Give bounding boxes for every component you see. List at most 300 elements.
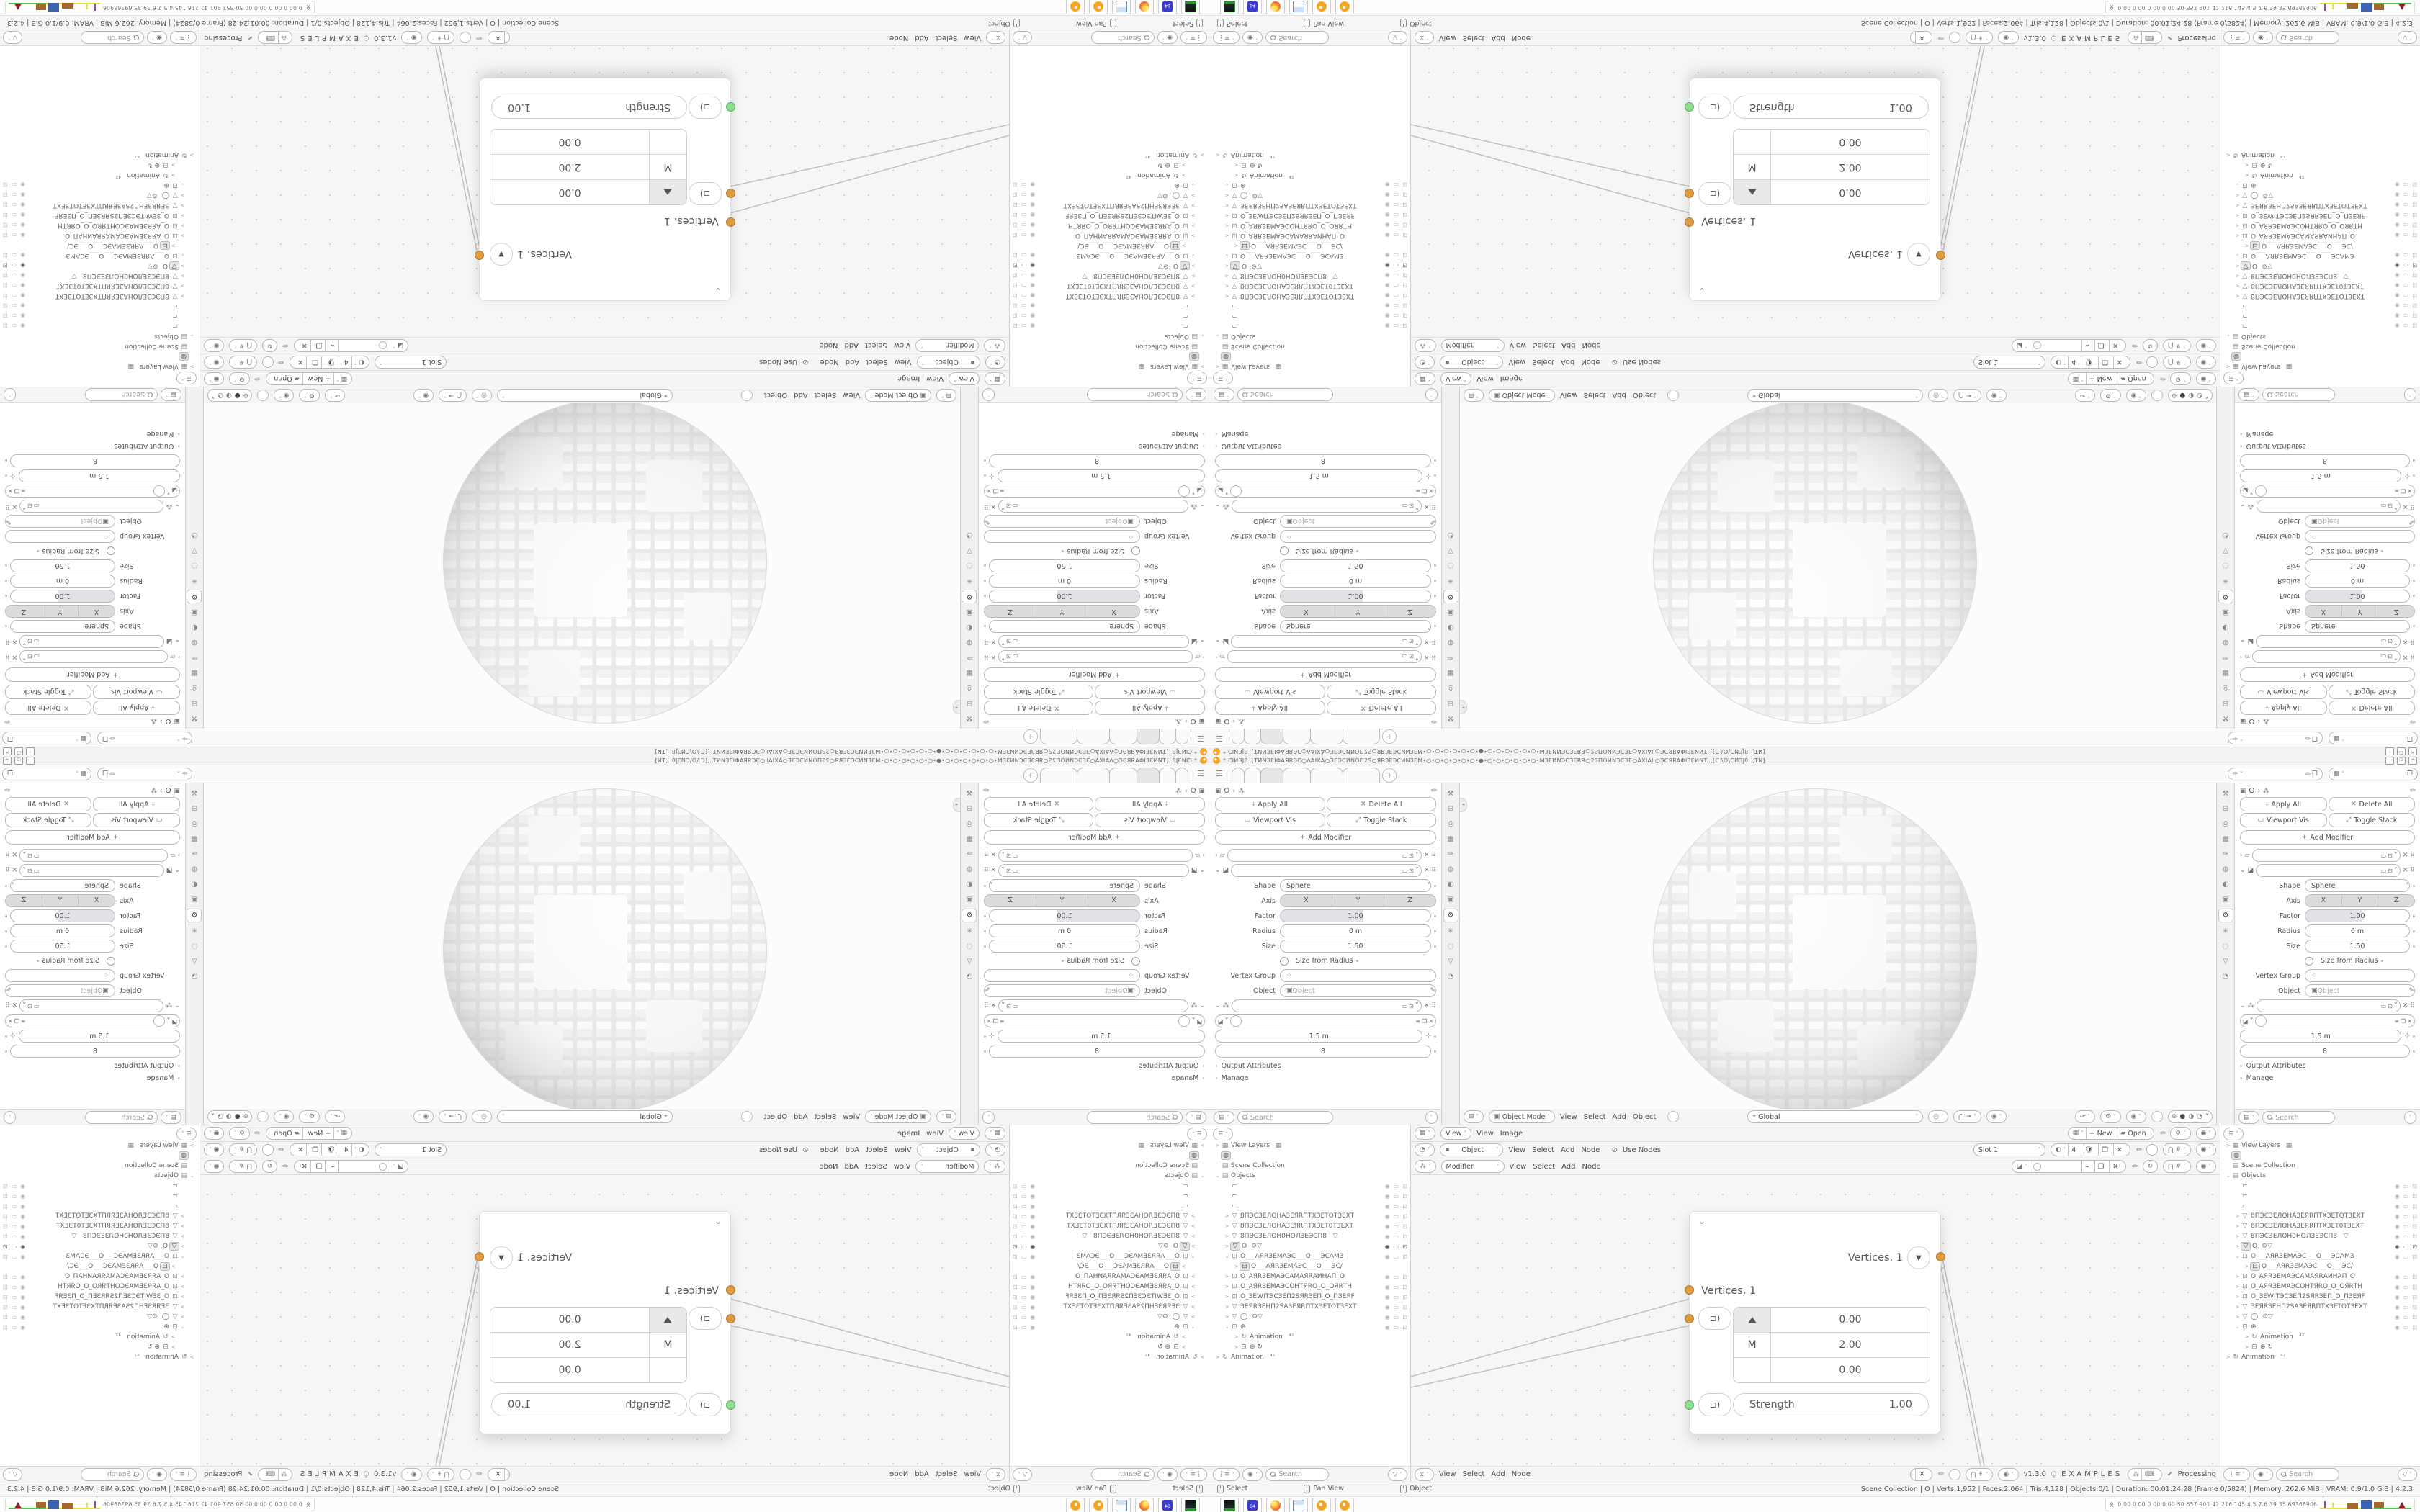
outliner-item-Objects[interactable]: ⌄ ▤ Objects [2226,333,2267,340]
eye-icon[interactable]: ◉ [1030,1212,1036,1220]
eye-icon[interactable]: ◉ [1384,222,1390,229]
nodegroup-selector[interactable]: ◪ ˅ ≡ ❐ ✕ [1215,1014,1436,1027]
properties-tab-12[interactable]: ◔ [191,973,198,981]
outliner-item-O_АЯRЗЕМАЭСА[interactable]: > ⊡ O_АЯRЗЕМАЭСАМАЯRАИНАП_O ◉ ▭ ⊡ [2235,1273,2417,1280]
view-object-types-dropdown[interactable]: ✑ ˅ [2075,1110,2095,1123]
eye-icon[interactable]: ◉ [2394,272,2400,279]
camera-icon[interactable]: ⊡ [1402,262,1407,269]
modifier-row[interactable]: ⌄ ◪ ▭ ⊡ ˅ ✕ ⠿ [5,635,180,648]
workspace-tab-3[interactable] [1137,729,1160,744]
eye-icon[interactable]: ◉ [20,181,26,189]
copy-icon[interactable]: ❐ [7,734,14,742]
eye-icon[interactable]: ◉ [1030,1273,1036,1280]
outliner-item-8ПЭСЗЕЛОН0НО[interactable]: > ▽ 8ПЭСЗЕЛОН0НОЛЗЕЭСП8 ▽ ◉ ▭ ⊡ [1013,272,1196,279]
plug-icon[interactable]: ⊐) [1698,182,1731,205]
delete-all-button[interactable]: ✕ Delete All [5,797,92,811]
outliner-display-mode-dropdown[interactable]: ≣ ˅ [2223,372,2244,384]
vertices-node[interactable] [1689,78,1941,301]
menu-image[interactable]: Image [897,374,920,383]
minimize-button[interactable]: – [26,757,35,765]
refresh-button[interactable]: ↻ [262,339,278,352]
menu-node[interactable]: Node [819,341,838,350]
editor-type-dropdown[interactable]: ◔ ˅ [1415,1143,1435,1156]
snap-dropdown[interactable]: ⋃ ⇥ ˅ [439,1110,466,1123]
outliner-restriction-dropdown[interactable]: ◉ ˅ [1242,32,1263,45]
outliner-item[interactable]: ⌐ ◉ ▭ ⊡ [1013,1192,1188,1200]
screen-icon[interactable]: ▭ [11,1202,17,1210]
menu-select[interactable]: Select [1462,1470,1485,1478]
nodegroup-datablock[interactable]: ◪ ˅ ⌁ ❐ ✕ [2012,339,2126,352]
properties-tab-11[interactable]: ▽ [2223,546,2228,554]
outliner-filter-dropdown[interactable]: ⋮≡ ˅ [2223,1468,2250,1481]
add-tab-button[interactable]: + [1023,768,1038,783]
outliner-item-View Layers[interactable]: > ▦ View Layers ▦ [1138,363,1205,370]
workspace-tab-3[interactable] [1137,768,1160,783]
snap-dropdown[interactable]: ⋃ # ˅ [2163,339,2190,352]
outliner-item-Scene Collec[interactable]: ▤ Scene Collection [125,343,188,350]
overlay-dropdown[interactable]: ◉ ˅ [1998,32,2018,45]
outliner-item-O[interactable]: > ▽ O ⚙▽ ◉ ▭ ⊡ [2235,262,2417,269]
manage-section[interactable]: › Manage [1171,1074,1205,1082]
copy-icon[interactable]: ❐ [2098,356,2111,368]
menu-add[interactable]: Add [1560,358,1575,366]
workspace-tab-5[interactable] [1077,729,1110,744]
properties-tab-6[interactable]: ◐ [966,624,973,631]
overlays-dropdown[interactable]: ◉ ˅ [2126,389,2146,402]
outliner-item-O_АЯRЗЕМАЭСО[interactable]: > ⊡ O_АЯRЗЕМАЭСОНТЯRО_O_ОЯRТН ◉ ▭ ⊡ [1224,1283,1407,1290]
nodegroup-selector[interactable]: ◪ ˅ ≡ ❐ ✕ [2240,485,2415,498]
properties-filter-dropdown[interactable]: ▤ ˅ [1186,1111,1206,1124]
outliner-item-ЗЕЯRЗЕНП2SАЗ[interactable]: > ▽ ЗЕЯRЗЕНП2SАЗЕЯRПТХЗЕТОТЗЕХТ ◉ ▭ ⊡ [1013,1303,1196,1310]
modifier-row[interactable]: › ▱ ▭ ⊡ ˅ ✕ ⠿ [2240,849,2415,862]
menu-select[interactable]: Select [866,1146,888,1154]
properties-tab-0[interactable]: ⚒ [2222,790,2229,798]
view-object-types-dropdown[interactable]: ✑ ˅ [2075,389,2095,402]
camera-icon[interactable]: ⊡ [3,1293,8,1300]
screen-icon[interactable]: ▭ [1393,202,1399,209]
outliner-item-Scene Collec[interactable]: ▤ Scene Collection [1222,1162,1285,1169]
menu-add[interactable]: Add [1560,1146,1575,1154]
camera-icon[interactable]: ⊡ [3,181,8,189]
screen-icon[interactable]: ▭ [2403,1212,2409,1220]
hamburger-menu-icon[interactable]: ☰ [1216,734,1223,743]
eye-icon[interactable]: ◉ [2394,1273,2400,1280]
delete-all-button[interactable]: ✕ Delete All [2329,701,2416,715]
modifier-row[interactable]: › ▱ ▭ ⊡ ˅ ✕ ⠿ [2240,650,2415,663]
eye-icon[interactable]: ◉ [2394,1283,2400,1290]
vertices-input-socket[interactable] [1685,1285,1694,1295]
camera-icon[interactable]: ⊡ [1013,1182,1018,1189]
manage-section[interactable]: › Manage [2240,430,2274,438]
camera-icon[interactable]: ⊡ [1013,1283,1018,1290]
pivot-dropdown[interactable]: ◎ ˅ [1928,1110,1948,1123]
taskbar-icon-firefox-2[interactable] [1135,0,1154,14]
eye-icon[interactable]: ◉ [20,302,26,310]
size-field[interactable]: 1.50 [1280,940,1431,953]
properties-tab-1[interactable]: ⊟ [2222,699,2229,707]
menu-add[interactable]: Add [844,1162,859,1171]
workspace-tab-2[interactable] [1244,729,1261,744]
vertices-input-socket[interactable] [726,1285,735,1295]
properties-tab-9[interactable]: ✳ [966,577,973,585]
outliner-item-8ПЭСЗЕЛОНАЗЕ[interactable]: > ▽ 8ПЭСЗЕЛОНАЗЕЯRПТХЗЕТОТЗЕХТ ◉ ▭ ⊡ [2235,1212,2417,1220]
manage-section[interactable]: › Manage [2240,1074,2274,1082]
nodegroup-selector[interactable]: ◪ ˅ ≡ ❐ ✕ [5,1014,180,1027]
outliner-search-input[interactable]: Search [1091,1468,1155,1481]
eye-icon[interactable]: ◉ [2394,1223,2400,1230]
outliner-item[interactable]: ⌐ ◉ ▭ ⊡ [3,312,178,320]
eye-icon[interactable]: ◉ [2394,302,2400,310]
properties-filter-dropdown[interactable]: ▤ ˅ [1186,388,1206,401]
size-from-radius-checkbox[interactable]: Size from Radius [42,955,115,967]
vector-value-grid[interactable] [490,1307,687,1383]
menu-node[interactable]: Node [889,34,909,42]
properties-tab-5[interactable]: ◍ [966,865,973,873]
menu-add[interactable]: Add [794,391,808,400]
screen-icon[interactable]: ▭ [1393,1313,1399,1320]
outliner-funnel-dropdown[interactable]: ▽ ˅ [2398,32,2417,45]
nodegroup-name-field[interactable] [2030,340,2079,351]
copy-icon[interactable]: ❐ [309,1144,322,1156]
axis-y-button[interactable]: Y [2342,895,2379,906]
outliner-search-input[interactable]: Search [1265,32,1329,45]
eye-icon[interactable]: ◉ [20,1182,26,1189]
camera-icon[interactable]: ⊡ [3,1303,8,1310]
outliner-filter-dropdown[interactable]: ⋮≡ ˅ [1180,32,1207,45]
eye-icon[interactable]: ◉ [1384,1253,1390,1260]
new-image-button[interactable]: + New [305,1128,335,1139]
properties-tab-5[interactable]: ◍ [191,865,198,873]
menu-view[interactable]: View [926,1129,944,1138]
outliner-item-◯[interactable]: > ▽ ◯ ⚙▽ ◉ ▭ ⊡ [1013,1313,1196,1320]
plug-icon[interactable]: ⊐) [1698,1307,1731,1330]
outliner-filter-dropdown[interactable]: ⋮≡ ˅ [170,32,197,45]
properties-tab-1[interactable]: ⊟ [191,699,198,707]
restore-button[interactable]: ❐ [2397,748,2406,756]
outliner-item-8ПЭСЗЕЛОНАЗЕ[interactable]: > ▽ 8ПЭСЗЕЛОНАЗЕЯRПТХЗЕТОТЗЕХТ ◉ ▭ ⊡ [3,1212,185,1220]
vector-x-field[interactable]: 0.00 [490,179,649,204]
outliner-funnel-dropdown[interactable]: ▽ ˅ [3,1468,22,1481]
screen-icon[interactable]: ▭ [11,312,17,320]
slot-dropdown[interactable]: Slot 1 ˅ [1973,1143,2045,1156]
unlink-icon[interactable]: ✕ [1915,1469,1927,1480]
image-view-dropdown[interactable]: View ˅ [1440,1127,1471,1140]
camera-icon[interactable]: ⊡ [2412,212,2417,219]
outliner-item-O___АЯRЗЕМАЭ[interactable]: ⌄ ⊡ O___АЯRЗЕМАЭС___O___ЭСАМЗ ◉ ▭ ⊡ [2235,252,2417,259]
screen-icon[interactable]: ▭ [11,1293,17,1300]
object-field[interactable]: ▣ Object ✎ [1280,984,1436,997]
overlays-dropdown[interactable]: ◉ ˅ [274,1110,294,1123]
copy-icon[interactable]: ❐ [2406,734,2413,742]
eye-icon[interactable]: ◉ [1030,1323,1036,1331]
screen-icon[interactable]: ▭ [11,272,17,279]
radius-field[interactable]: 0 m [2305,575,2410,588]
axis-z-button[interactable]: Z [6,606,42,617]
screen-icon[interactable]: ▭ [11,1212,17,1220]
nodegroup-selector[interactable]: ◪ ˅ ≡ ❐ ✕ [5,485,180,498]
screen-icon[interactable]: ▭ [2403,302,2409,310]
close-button[interactable]: ✕ [2408,757,2417,765]
proportional-edit-dropdown[interactable]: ◉ ˅ [413,389,434,402]
screen-icon[interactable]: ▭ [1021,1243,1027,1250]
menu-add[interactable]: Add [1561,341,1576,350]
annotate-toggle[interactable] [1667,1111,1679,1122]
restore-button[interactable]: ❐ [2397,757,2406,765]
add-tab-button[interactable]: + [1023,729,1038,744]
outliner-item-O_АЯRЗЕМАЭСО[interactable]: > ⊡ O_АЯRЗЕМАЭСОНТЯRО_O_ОЯRТН ◉ ▭ ⊡ [2235,1283,2417,1290]
outliner-item-O_ЗЕWIТЭСЗЕП[interactable]: > ⊡ O_ЗЕWIТЭСЗЕП2SЯRЗЕП_O_ПЗЕЯF ◉ ▭ ⊡ [2235,1293,2417,1300]
menu-select[interactable]: Select [1532,358,1554,366]
camera-icon[interactable]: ⊡ [1402,202,1407,209]
outliner-item-O_АЯRЗЕМАЭСА[interactable]: > ⊡ O_АЯRЗЕМАЭСАМАЯRАИНАП_O ◉ ▭ ⊡ [1013,232,1196,239]
eye-icon[interactable]: ◉ [1384,192,1390,199]
editor-type-dropdown[interactable]: ◔ ˅ [1415,356,1435,369]
outliner-item-O_АЯRЗЕМАЭСО[interactable]: > ⊡ O_АЯRЗЕМАЭСОНТЯRО_O_ОЯRТН ◉ ▭ ⊡ [1013,1283,1196,1290]
copy-icon[interactable]: ❐ [2311,770,2318,778]
properties-tab-2[interactable]: ⎙ [2223,820,2228,828]
unlink-icon[interactable]: ✕ [299,1161,311,1172]
screen-icon[interactable]: ▭ [1021,222,1027,229]
viewport-vis-button[interactable]: ▭ Viewport Vis [1215,685,1325,699]
outliner-item-◯[interactable]: > ▽ ◯ ⚙▽ ◉ ▭ ⊡ [3,192,185,199]
screen-icon[interactable]: ▭ [2403,1182,2409,1189]
size-field[interactable]: 1.50 [989,940,1140,953]
properties-tab-9[interactable]: ✳ [2222,577,2229,585]
screen-icon[interactable]: ▭ [2403,312,2409,320]
properties-tab-6[interactable]: ◐ [191,624,198,631]
hamburger-menu-icon[interactable]: ☰ [1197,769,1204,778]
camera-icon[interactable]: ⊡ [3,1212,8,1220]
eye-icon[interactable]: ◉ [1384,1323,1390,1331]
manage-section[interactable]: › Manage [1215,430,1249,438]
node-editor-canvas[interactable] [1411,46,2220,337]
image-browse-new-open[interactable]: ▦ ˅ + New ▰ Open [266,372,352,385]
shader-type-dropdown[interactable]: ▪ Object ˅ [1440,356,1503,369]
displaced-sphere-object[interactable] [1652,787,1978,1114]
eye-icon[interactable]: ◉ [1030,323,1036,330]
modifier-row[interactable]: ⌄ ◪ ▭ ⊡ ˅ ✕ ⠿ [2240,635,2415,648]
camera-icon[interactable]: ⊡ [1013,312,1018,320]
screen-icon[interactable]: ▭ [1393,1303,1399,1310]
menu-image[interactable]: Image [897,1129,920,1138]
outliner-item-ЗЕЯRЗЕНП2SАЗ[interactable]: > ▽ ЗЕЯRЗЕНП2SАЗЕЯRПТХЗЕТОТЗЕХТ ◉ ▭ ⊡ [1224,202,1407,209]
menu-node[interactable]: Node [820,358,839,366]
open-image-button[interactable]: ▰ Open [271,373,302,384]
snap-dropdown[interactable]: ⋃ # ˅ [2163,1160,2190,1173]
eye-icon[interactable]: ◉ [1030,1192,1036,1200]
image-datablock-selector[interactable]: ▦ ˅ ❐ [2329,732,2418,744]
vertex-group-field[interactable]: ⁘ [984,969,1140,982]
camera-icon[interactable]: ⊡ [2412,1283,2417,1290]
eye-icon[interactable]: ◉ [2394,1313,2400,1320]
outliner-item[interactable]: ⌐ ◉ ▭ ⊡ [3,1182,178,1189]
output-socket[interactable] [475,1252,484,1261]
screen-icon[interactable]: ▭ [1393,1233,1399,1240]
outliner-item-O___АЯRЗЕМАЭ[interactable]: ⌄ ⊡ O___АЯRЗЕМАЭС___O___ЭСАМЗ ◉ ▭ ⊡ [1013,1253,1196,1260]
snap-dropdown[interactable]: ⋃ ⇞ ˅ [1966,1468,1993,1481]
screen-icon[interactable]: ▭ [1393,272,1399,279]
camera-icon[interactable]: ⊡ [1013,1223,1018,1230]
menu-add[interactable]: Add [1612,1112,1626,1121]
menu-select[interactable]: Select [864,1162,887,1171]
geonodes-count-field[interactable]: 8 [2240,454,2410,467]
nodegroup-datablock[interactable]: ◪ ˅ ⌁ ❐ ✕ [2012,1160,2126,1173]
use-nodes-toggle[interactable]: Use Nodes [759,1146,798,1154]
outliner-item-O_АЯRЗЕМАЭСА[interactable]: > ⊡ O_АЯRЗЕМАЭСАМАЯRАИНАП_O ◉ ▭ ⊡ [1013,1273,1196,1280]
vector-x-field[interactable]: 0.00 [1771,179,1930,204]
outliner-item[interactable]: ⌐ ◉ ▭ ⊡ [1232,302,1407,310]
properties-tab-4[interactable]: ✑ [191,654,198,662]
outliner-item-8ПЭСЗЕЛОНАЗЕ[interactable]: > ▽ 8ПЭСЗЕЛОНАЗЕЯRПТХЗЕТ0ТЗЕХТ ◉ ▭ ⊡ [1013,282,1196,289]
snap-dropdown[interactable]: ⋃ # ˅ [2163,356,2190,369]
geonodes-size-field[interactable]: 1.5 m [1215,1030,1422,1043]
pin-icon[interactable]: ✐ [2129,1161,2140,1171]
vertex-group-field[interactable]: ⁘ [1280,969,1436,982]
eye-icon[interactable]: ◉ [1384,282,1390,289]
size-field[interactable]: 1.50 [2305,940,2410,953]
outliner-item-8ПЭСЗЕЛОНАЗЕ[interactable]: > ▽ 8ПЭСЗЕЛОНАЗЕЯRПТХЗЕТ0ТЗЕХТ ◉ ▭ ⊡ [1224,282,1407,289]
menu-node[interactable]: Node [1581,1146,1600,1154]
mode-dropdown[interactable]: ▣ Object Mode ˅ [1489,389,1555,402]
snap-dropdown[interactable]: ⋃ ⇥ ˅ [1953,389,1981,402]
camera-icon[interactable]: ⊡ [1013,212,1018,219]
node-editor-canvas[interactable] [200,46,1009,337]
object-field[interactable]: ▣ Object ✎ [984,515,1140,528]
properties-tab-3[interactable]: ▦ [2222,835,2229,843]
overlay-dropdown[interactable]: ◉ ˅ [1998,1468,2018,1481]
outliner-item-O_АЯRЗЕМАЭСО[interactable]: > ⊡ O_АЯRЗЕМАЭСОНТЯRО_O_ОЯRТН ◉ ▭ ⊡ [2235,222,2417,229]
vertices-node[interactable] [479,78,731,301]
vector-value-grid[interactable] [1733,1307,1930,1383]
toggle-stack-button[interactable]: ⤢ Toggle Stack [5,813,92,827]
editor-type-dropdown[interactable]: ⊞ ˅ [936,1110,956,1123]
material-datablock[interactable]: ◐ ˅ 4 🛡 ❐ ✕ [2051,356,2130,369]
properties-tab-12[interactable]: ◔ [2222,973,2229,981]
manage-section[interactable]: › Manage [146,1074,180,1082]
use-nodes-toggle[interactable]: Use Nodes [759,358,798,366]
unlink-icon[interactable]: ✕ [2113,1144,2125,1156]
taskbar-icon-firefox-2[interactable] [1135,1498,1154,1512]
xray-toggle[interactable] [257,1111,269,1122]
eye-icon[interactable]: ◉ [20,1202,26,1210]
axis-z-button[interactable]: Z [2378,895,2414,906]
unlink-icon[interactable]: ✕ [2113,356,2125,368]
outliner-item-8ПЭСЗЕЛОНАЗЕ[interactable]: > ▽ 8ПЭСЗЕЛОНАЗЕЯRПТХЗЕТ0ТЗЕХТ ◉ ▭ ⊡ [2235,1223,2417,1230]
menu-select[interactable]: Select [814,1112,837,1121]
menu-select[interactable]: Select [1583,391,1606,400]
taskbar-icon-blender-5[interactable] [1066,0,1085,14]
editor-type-dropdown[interactable]: ◔ ˅ [985,356,1005,369]
camera-icon[interactable]: ⊡ [1402,252,1407,259]
screen-icon[interactable]: ▭ [1021,1283,1027,1290]
properties-options-dropdown[interactable]: ˅ [1425,1111,1438,1124]
delete-all-button[interactable]: ✕ Delete All [984,797,1094,811]
camera-icon[interactable]: ⊡ [1013,1233,1018,1240]
menu-view[interactable]: View [1509,1162,1527,1171]
properties-tab-6[interactable]: ◐ [1447,881,1454,888]
properties-options-dropdown[interactable]: ˅ [4,388,17,401]
window-titlebar[interactable] [0,747,1210,756]
properties-tab-2[interactable]: ⎙ [2223,684,2228,692]
snap-dropdown[interactable]: ⋃ # ˅ [229,356,256,369]
taskbar-icon-firefox-2[interactable] [1266,0,1285,14]
outliner-search-input[interactable]: Search [1091,32,1155,45]
annotate-toggle[interactable] [741,1111,753,1122]
unlink-icon[interactable]: ✕ [2109,1161,2121,1172]
outliner-item-Objects[interactable]: ⌄ ▤ Objects [153,333,194,340]
eye-icon[interactable]: ◉ [1384,202,1390,209]
manage-section[interactable]: › Manage [146,430,180,438]
nodegroup-datablock[interactable]: ◪ ˅ ⌁ ❐ ✕ [294,1160,408,1173]
toggle-stack-button[interactable]: ⤢ Toggle Stack [1327,813,1437,827]
screen-icon[interactable]: ▭ [1393,323,1399,330]
properties-tab-3[interactable]: ▦ [191,835,198,843]
material-datablock[interactable]: ◐ ˅ 4 🛡 ❐ ✕ [2051,1143,2130,1156]
menu-image[interactable]: Image [1500,1129,1523,1138]
workspace-tabs[interactable] [1023,768,1188,783]
screen-icon[interactable]: ▭ [11,1273,17,1280]
screen-icon[interactable]: ▭ [11,1192,17,1200]
outliner-item-8ПЭСЗЕЛОНАЗЕ[interactable]: > ▽ 8ПЭСЗЕЛОНАЗЕЯRПТХЗЕТОТЗЕХТ ◉ ▭ ⊡ [1013,292,1196,300]
geo-type-dropdown[interactable]: Modifier ˅ [916,1160,980,1173]
copy-icon[interactable]: ❐ [313,1161,326,1172]
camera-icon[interactable]: ⊡ [1013,302,1018,310]
camera-icon[interactable]: ⊡ [3,192,8,199]
geonodes-size-field[interactable]: 1.5 m [998,469,1205,482]
properties-tab-12[interactable]: ◔ [966,531,973,539]
properties-tab-modifiers[interactable]: ⚙ [1443,590,1458,603]
outliner-item-Animation[interactable]: > ↻ Animation ⁴² [134,1354,194,1361]
properties-tab-7[interactable]: ▣ [191,608,198,616]
editor-type-dropdown[interactable]: ⁂ ˅ [985,339,1006,352]
strength-field[interactable]: Strength 1.00 [491,1393,687,1416]
outliner-item-O[interactable]: > ▽ O ⚙▽ ◉ ▭ ⊡ [2235,1243,2417,1250]
outliner-display-mode-dropdown[interactable]: ≣ ˅ [2223,1128,2244,1140]
eye-icon[interactable]: ◉ [20,1192,26,1200]
eye-icon[interactable]: ◉ [1384,1303,1390,1310]
properties-tab-0[interactable]: ⚒ [1447,714,1454,722]
pin-icon[interactable]: ✐ [3,786,13,796]
factor-field[interactable]: 1.00 [2305,909,2410,922]
output-attributes-section[interactable]: › Output Attributes [1215,442,1281,450]
nodegroup-name-field[interactable] [2030,1161,2079,1172]
eye-icon[interactable]: ◉ [1030,1233,1036,1240]
screen-icon[interactable]: ▭ [11,232,17,239]
camera-icon[interactable]: ⊡ [3,1233,8,1240]
menu-node[interactable]: Node [819,1162,838,1171]
system-monitor-applet[interactable] [2105,1498,2415,1511]
properties-options-dropdown[interactable]: ˅ [2404,388,2417,401]
properties-tab-1[interactable]: ⊟ [2222,805,2229,813]
outliner-item-Objects[interactable]: ⌄ ▤ Objects [153,1172,194,1179]
menu-add[interactable]: Add [915,34,929,42]
eye-icon[interactable]: ◉ [1384,312,1390,320]
properties-tab-4[interactable]: ✑ [2222,850,2229,858]
screen-icon[interactable]: ▭ [1393,302,1399,310]
taskbar-icon-blender-4[interactable] [1089,1498,1108,1512]
outliner-item-O___АЯRЗЕМАЭ[interactable]: ⌄ ⊡ O___АЯRЗЕМАЭС___O___ЭСАМЗ ◉ ▭ ⊡ [1224,252,1407,259]
eye-icon[interactable]: ◉ [2394,1323,2400,1331]
eye-icon[interactable]: ◉ [1384,181,1390,189]
collapse-chevron-icon[interactable]: ⌄ [714,1216,722,1226]
camera-icon[interactable]: ⊡ [3,252,8,259]
screen-icon[interactable]: ▭ [1393,1182,1399,1189]
menu-select[interactable]: Select [866,358,888,366]
camera-icon[interactable]: ⊡ [2412,1293,2417,1300]
camera-icon[interactable]: ⊡ [3,262,8,269]
outliner-item-◯[interactable]: > ▽ ◯ ⚙▽ ◉ ▭ ⊡ [2235,1313,2417,1320]
outliner-item-8ПЭСЗЕЛОНАЗЕ[interactable]: > ▽ 8ПЭСЗЕЛОНАЗЕЯRПТХЗЕТ0ТЗЕХТ ◉ ▭ ⊡ [1224,1223,1407,1230]
